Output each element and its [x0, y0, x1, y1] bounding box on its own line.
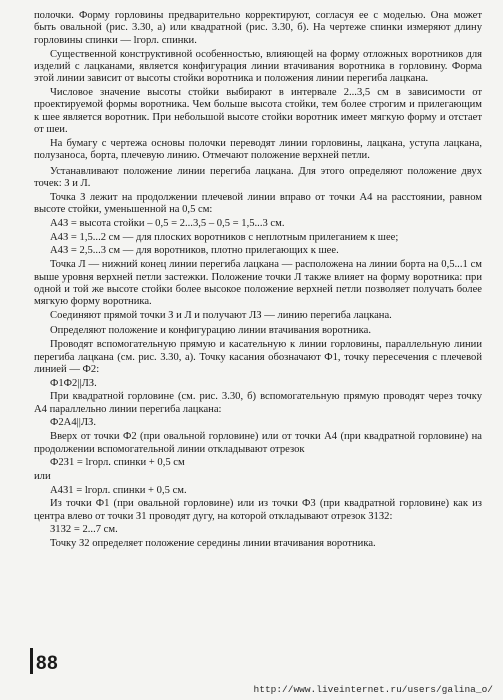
page-body: [34, 10, 482, 552]
formula-connector: или: [34, 470, 51, 482]
formula: А4З = 1,5...2 см — для плоских воротников с неплотным прилеганием к шее;: [50, 231, 399, 243]
formula: А4З = 2,5...3 см — для воротников, плотно прилегающих к шее.: [50, 245, 339, 257]
paragraph: Числовое значение высоты стойки выбирают в интервале 2...3,5 см в зависимости от проектируемой формы воротника. Чем больше высота стойки, тем более строгим и прилегающим к шее является воротник. При небольшой высоте стойки воротник имеет мягкую форму и отстает от шеи.: [34, 87, 482, 136]
paragraph: полочки. Форму горловины предварительно корректируют, согласуя ее с моделью. Она может быть овальной (рис. 3.30, а) или квадратной (рис. 3.30, б). На чертеже спинки измеряют длину горловины спинки — lгорл. спинки.: [34, 10, 482, 46]
paragraph: Существенной конструктивной особенностью, влияющей на форму отложных воротников для изделий с лацканами, является конфигурация линии втачивания воротника в горловину. Форма этой линии зависит от высоты стойки воротника и положения линии перегиба лацкана.: [34, 48, 482, 85]
source-url: http://www.liveinternet.ru/users/galina_o/: [253, 684, 493, 695]
page-number: 88: [36, 653, 59, 674]
paragraph: На бумагу с чертежа основы полочки переводят линии горловины, лацкана, уступа лацкана, полузаноса, борта, плечевую линию. Отмечают положение верхней петли.: [34, 137, 482, 162]
paragraph: Точку З2 определяет положение середины линии втачивания воротника.: [50, 538, 376, 550]
paragraph: Соединяют прямой точки З и Л и получают ЛЗ — линию перегиба лацкана.: [50, 310, 392, 322]
formula: Ф2З1 = lгорл. спинки + 0,5 см: [50, 457, 185, 469]
paragraph: Из точки Ф1 (при овальной горловине) или из точки Ф3 (при квадратной горловине) как из центра влево от точки З1 проводят дугу, на которой откладывают отрезок З1З2:: [34, 498, 482, 522]
formula: А4З1 = lгорл. спинки + 0,5 см.: [50, 484, 187, 496]
paragraph: При квадратной горловине (см. рис. 3.30, б) вспомогательную прямую проводят через точку А4 параллельно линии перегиба лацкана:: [34, 391, 482, 415]
formula: Ф2А4||ЛЗ.: [50, 417, 96, 429]
paragraph: Проводят вспомогательную прямую и касательную к линии горловины, параллельную линии перегиба лацкана (см. рис. 3.30, а). Точку касания обозначают Ф1, точку пересечения с плечевой линией — Ф2:: [34, 339, 482, 375]
paragraph: Точка З лежит на продолжении плечевой линии вправо от точки А4 на расстоянии, равном высоте стойки, уменьшенной на 0,5 см:: [34, 191, 482, 216]
paragraph: Устанавливают положение линии перегиба лацкана. Для этого определяют положение двух точек: З и Л.: [34, 165, 482, 190]
paragraph: Определяют положение и конфигурацию линии втачивания воротника.: [50, 325, 371, 337]
formula: А4З = высота стойки – 0,5 = 2...3,5 – 0,5 = 1,5...3 см.: [50, 217, 285, 229]
paragraph: Вверх от точки Ф2 (при овальной горловине) или от точки А4 (при квадратной горловине) на продолжении вспомогательной линии откладывают отрезок: [34, 431, 482, 455]
formula: Ф1Ф2||ЛЗ.: [50, 377, 97, 389]
page-margin-bar: [30, 648, 33, 674]
paragraph: Точка Л — нижний конец линии перегиба лацкана — расположена на линии борта на 0,5...1 см выше уровня верхней петли застежки. Положение точки Л также влияет на форму воротника: при одной и той же высоте стойки более высокое положение верхней петли позволяет получать более мягкую форму воротника.: [34, 259, 482, 308]
formula: З1З2 = 2...7 см.: [50, 524, 118, 536]
